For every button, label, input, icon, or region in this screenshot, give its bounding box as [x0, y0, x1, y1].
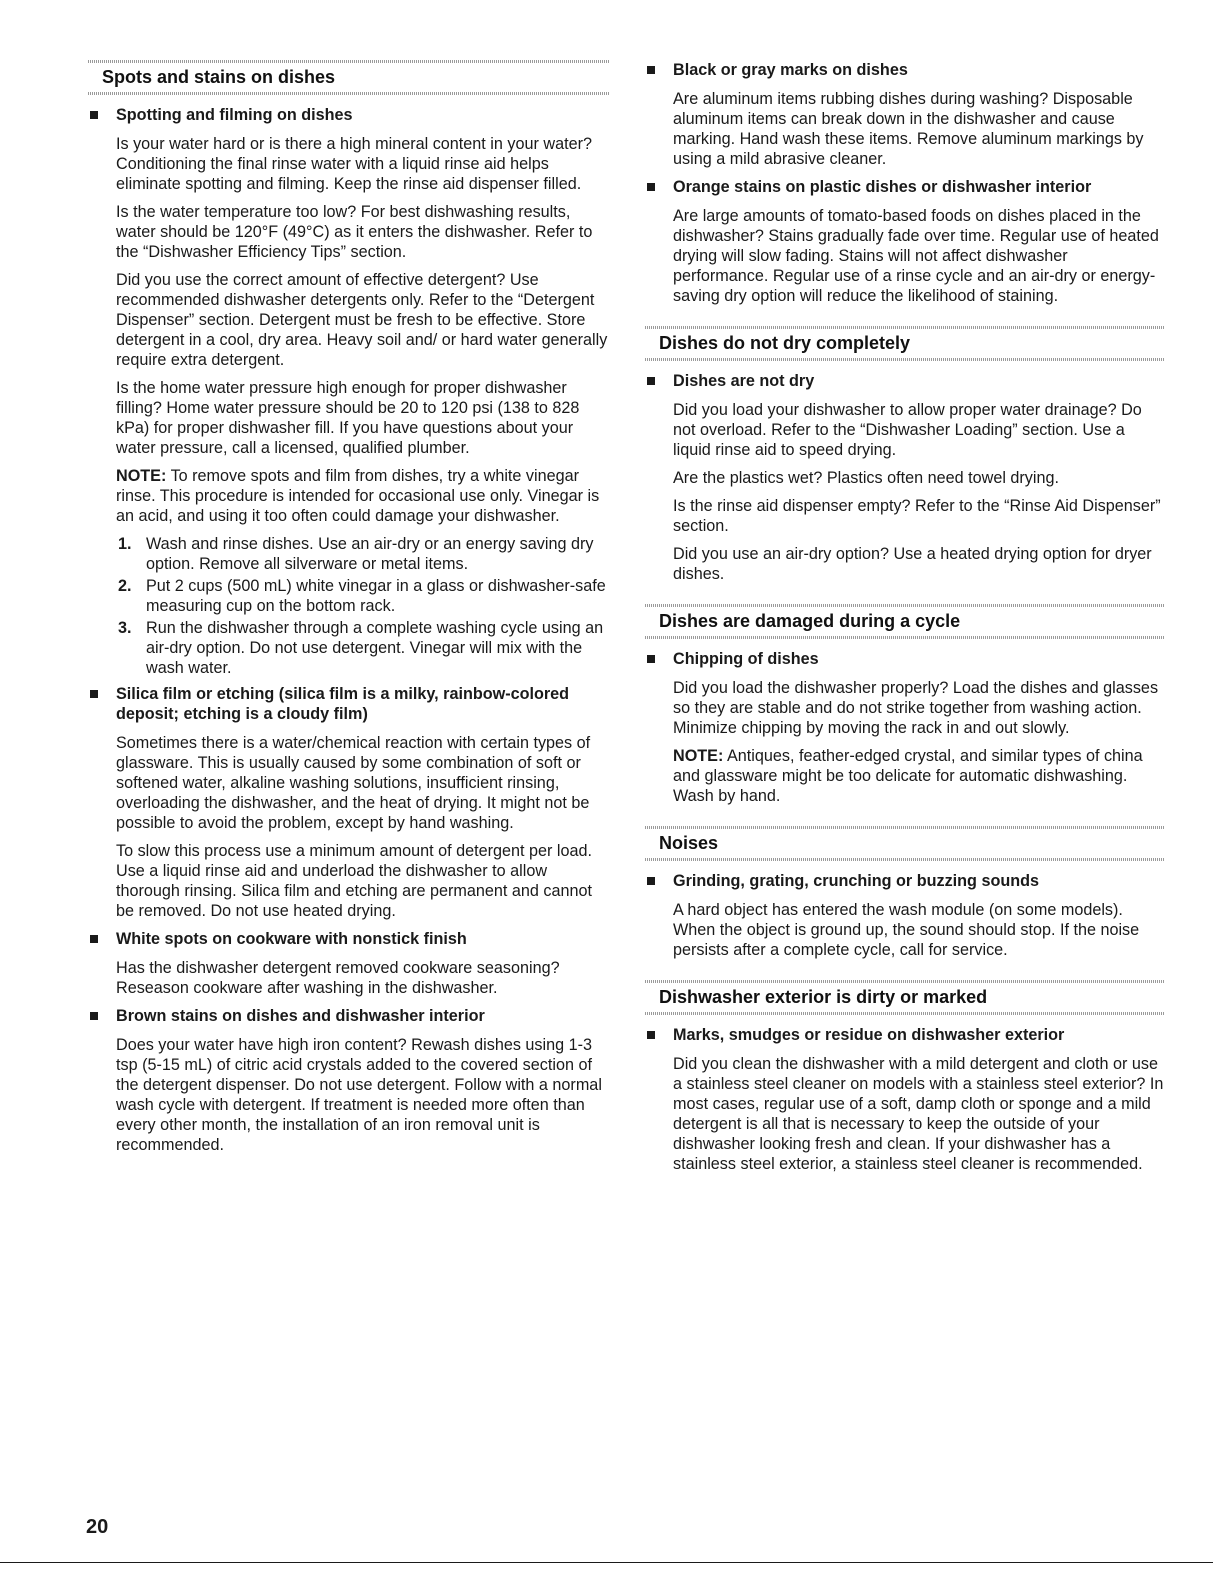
square-bullet-icon — [90, 690, 98, 698]
spotting-paragraph-1: Is your water hard or is there a high mineral content in your water? Conditioning the final rinse water with a liquid rinse aid helps eliminate spotting and filming. Keep the rinse aid dispenser filled. — [116, 135, 592, 193]
not-dry-paragraph-2: Are the plastics wet? Plastics often need towel drying. — [673, 469, 1060, 487]
brown-stains-paragraph-1: Does your water have high iron content? Rewash dishes using 1-3 tsp (5-15 mL) of citric acid crystals added to the covered section of the detergent dispenser. Do not use detergent. Follow with a normal wash cycle with detergent. If treatment is needed more often than every other month, the installation of an iron removal unit is recommended. — [116, 1036, 602, 1154]
square-bullet-icon — [647, 66, 655, 74]
issue-heading-silica-text: Silica film or etching (silica film is a milky, rainbow-colored deposit; etching is a cloudy film) — [116, 685, 570, 723]
not-dry-paragraph-1: Did you load your dishwasher to allow proper water drainage? Do not overload. Refer to the “Dishwasher Loading” section. Use a liquid rinse aid to speed drying. — [673, 401, 1142, 459]
section-title-damaged: Dishes are damaged during a cycle — [659, 611, 961, 631]
section-title-noises: Noises — [659, 833, 719, 853]
issue-heading-not-dry-text: Dishes are not dry — [673, 372, 815, 390]
list-item — [116, 618, 610, 678]
chipping-paragraph-1: Did you load the dishwasher properly? Load the dishes and glasses so they are stable and do not strike together from washing action. Minimize chipping by moving the rack in and out slowly. — [673, 679, 1159, 737]
note-label: NOTE: — [116, 467, 167, 485]
square-bullet-icon — [647, 377, 655, 385]
section-title-spots: Spots and stains on dishes — [102, 67, 336, 87]
issue-heading-silica — [116, 684, 610, 724]
issue-heading-grinding-text: Grinding, grating, crunching or buzzing sounds — [673, 872, 1039, 890]
step-number: 1. — [118, 535, 132, 553]
issue-spotting-filming — [88, 105, 610, 678]
issue-heading-spotting-text: Spotting and filming on dishes — [116, 106, 353, 124]
issue-silica-film — [88, 684, 610, 921]
left-column — [88, 60, 610, 1163]
spotting-paragraph-2: Is the water temperature too low? For best dishwashing results, water should be 120°F (49°C) as it enters the dishwasher. Refer to the “Dishwasher Efficiency Tips” section. — [116, 203, 593, 261]
issue-chipping — [645, 649, 1165, 806]
not-dry-paragraph-3: Is the rinse aid dispenser empty? Refer to the “Rinse Aid Dispenser” section. — [673, 497, 1161, 535]
square-bullet-icon — [647, 655, 655, 663]
issue-heading-chipping-text: Chipping of dishes — [673, 650, 819, 668]
section-header-not-dry — [645, 326, 1165, 361]
square-bullet-icon — [647, 1031, 655, 1039]
black-marks-paragraph-1: Are aluminum items rubbing dishes during washing? Disposable aluminum items can break down in the dishwasher and cause marking. Hand wash these items. Remove aluminum markings by using a mild abrasive cleaner. — [673, 90, 1144, 168]
square-bullet-icon — [90, 1012, 98, 1020]
page-number: 20 — [86, 1516, 109, 1538]
issue-heading-exterior-text: Marks, smudges or residue on dishwasher exterior — [673, 1026, 1065, 1044]
silica-paragraph-2: To slow this process use a minimum amount of detergent per load. Use a liquid rinse aid and underload the dishwasher to allow thorough rinsing. Silica film and etching are permanent and cannot be removed. Do not use heated drying. — [116, 842, 593, 920]
step-text: Put 2 cups (500 mL) white vinegar in a glass or dishwasher-safe measuring cup on the bottom rack. — [146, 577, 606, 615]
issue-heading-orange-stains-text: Orange stains on plastic dishes or dishwasher interior — [673, 178, 1092, 196]
step-number: 2. — [118, 577, 132, 595]
not-dry-paragraph-4: Did you use an air-dry option? Use a heated drying option for dryer dishes. — [673, 545, 1152, 583]
issue-heading-grinding — [673, 871, 1165, 891]
issue-heading-white-spots — [116, 929, 610, 949]
square-bullet-icon — [647, 877, 655, 885]
orange-stains-paragraph-1: Are large amounts of tomato-based foods on dishes placed in the dishwasher? Stains gradually fade over time. Regular use of heated drying will slow fading. Stains will not affect dishwasher performance. Regular use of a rinse cycle and an air-dry or energy-saving dry option will reduce the likelihood of staining. — [673, 207, 1159, 305]
spotting-note — [116, 466, 610, 526]
issue-heading-not-dry — [673, 371, 1165, 391]
exterior-paragraph-1: Did you clean the dishwasher with a mild detergent and cloth or use a stainless steel cleaner on models with a stainless steel exterior? In most cases, regular use of a soft, damp cloth or sponge and a mild detergent is all that is necessary to keep the outside of your dishwasher looking fresh and clean. If your dishwasher has a stainless steel exterior, a stainless steel cleaner is recommended. — [673, 1055, 1164, 1173]
section-title-exterior: Dishwasher exterior is dirty or marked — [659, 987, 988, 1007]
step-text: Wash and rinse dishes. Use an air-dry or an energy saving dry option. Remove all silverware or metal items. — [146, 535, 594, 573]
section-title-not-dry: Dishes do not dry completely — [659, 333, 911, 353]
issue-heading-black-marks-text: Black or gray marks on dishes — [673, 61, 908, 79]
issue-black-marks — [645, 60, 1165, 169]
right-column — [645, 60, 1165, 1182]
step-number: 3. — [118, 619, 132, 637]
issue-heading-brown-stains-text: Brown stains on dishes and dishwasher interior — [116, 1007, 485, 1025]
grinding-paragraph-1: A hard object has entered the wash module (on some models). When the object is ground up, the sound should stop. If the noise persists after a complete cycle, call for service. — [673, 901, 1140, 959]
section-header-exterior — [645, 980, 1165, 1015]
note-text: To remove spots and film from dishes, try a white vinegar rinse. This procedure is intended for occasional use only. Vinegar is an acid, and using it too often could damage your dishwasher. — [116, 467, 600, 525]
issue-heading-spotting — [116, 105, 610, 125]
step-text: Run the dishwasher through a complete washing cycle using an air-dry option. Do not use detergent. Vinegar will mix with the wash water. — [146, 619, 604, 677]
section-header-noises — [645, 826, 1165, 861]
issue-heading-chipping — [673, 649, 1165, 669]
issue-grinding — [645, 871, 1165, 960]
section-header-spots — [88, 60, 610, 95]
spotting-paragraph-4: Is the home water pressure high enough for proper dishwasher filling? Home water pressure should be 20 to 120 psi (138 to 828 kPa) for proper dishwasher fill. If you have questions about your water pressure, call a licensed, qualified plumber. — [116, 379, 580, 457]
issue-heading-white-spots-text: White spots on cookware with nonstick finish — [116, 930, 467, 948]
white-spots-paragraph-1: Has the dishwasher detergent removed cookware seasoning? Reseason cookware after washing in the dishwasher. — [116, 959, 560, 997]
square-bullet-icon — [647, 183, 655, 191]
vinegar-steps-list — [116, 534, 610, 678]
list-item — [116, 576, 610, 616]
issue-heading-exterior — [673, 1025, 1165, 1045]
issue-orange-stains — [645, 177, 1165, 306]
spotting-paragraph-3: Did you use the correct amount of effective detergent? Use recommended dishwasher detergents only. Refer to the “Detergent Dispenser” section. Detergent must be fresh to be effective. Store detergent in a cool, dry area. Heavy soil and/ or hard water generally require extra detergent. — [116, 271, 608, 369]
note-text: Antiques, feather-edged crystal, and similar types of china and glassware might be too delicate for automatic dishwashing. Wash by hand. — [673, 747, 1143, 805]
footer-rule — [0, 1562, 1213, 1563]
silica-paragraph-1: Sometimes there is a water/chemical reaction with certain types of glassware. This is usually caused by some combination of soft or softened water, alkaline washing solutions, insufficient rinsing, overloading the dishwasher, and the heat of drying. It might not be possible to avoid the problem, except by hand washing. — [116, 734, 591, 832]
section-header-damaged — [645, 604, 1165, 639]
issue-exterior-marks — [645, 1025, 1165, 1174]
issue-heading-orange-stains — [673, 177, 1165, 197]
issue-heading-black-marks — [673, 60, 1165, 80]
issue-heading-brown-stains — [116, 1006, 610, 1026]
note-label: NOTE: — [673, 747, 724, 765]
list-item — [116, 534, 610, 574]
issue-not-dry — [645, 371, 1165, 584]
issue-brown-stains — [88, 1006, 610, 1155]
square-bullet-icon — [90, 111, 98, 119]
issue-white-spots — [88, 929, 610, 998]
chipping-note — [673, 746, 1165, 806]
square-bullet-icon — [90, 935, 98, 943]
